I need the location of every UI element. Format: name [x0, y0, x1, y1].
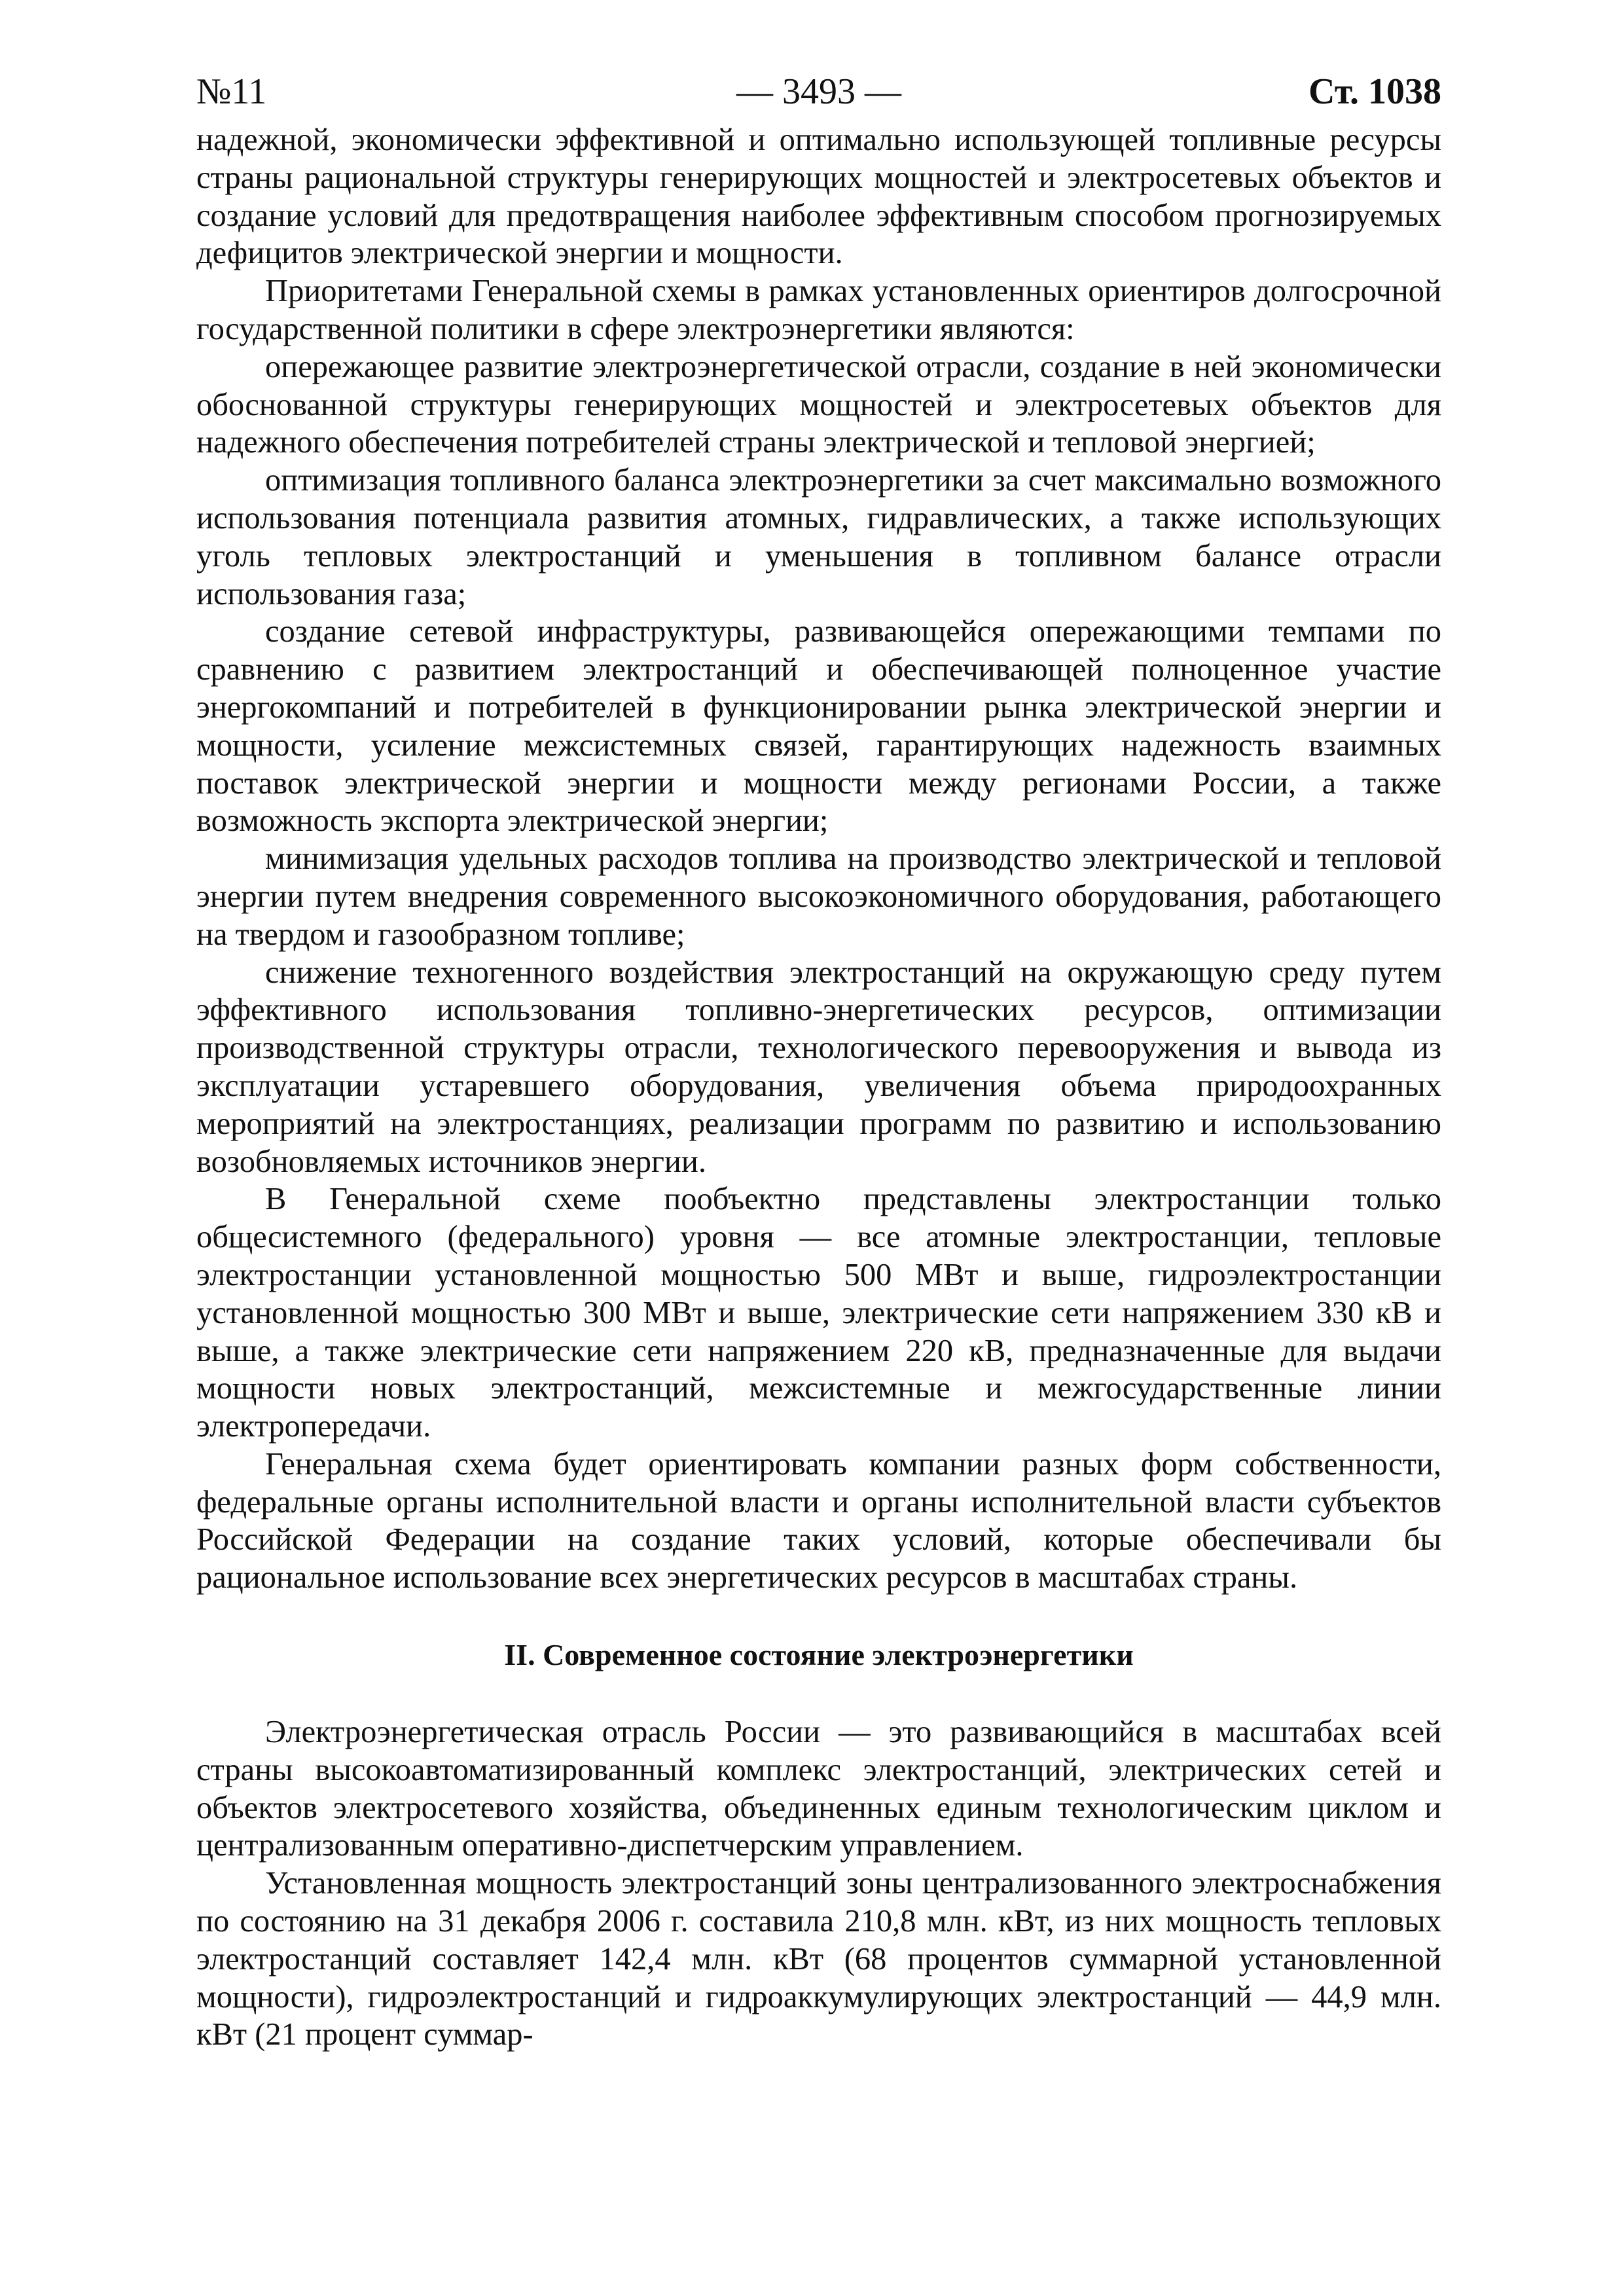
paragraph: Электроэнергетическая отрасль России — это развивающийся в масштабах всей страны высокоавтоматизированный комплекс электростанций, электрических сетей и объектов электросетевого хозяйства, объединенных единым технологическим циклом и централизованным оперативно-диспетчерским управлением. [196, 1715, 1441, 1863]
paragraph: Приоритетами Генеральной схемы в рамках установленных ориентиров долгосрочной государственной политики в сфере электроэнергетики являются: [196, 274, 1441, 346]
article-number: Ст. 1038 [1308, 71, 1441, 112]
page-number: — 3493 — [736, 71, 901, 112]
document-body [196, 121, 1441, 2054]
paragraph-continuation: надежной, экономически эффективной и оптимально использующей топливные ресурсы страны рациональной структуры генерирующих мощностей и электросетевых объектов и создание условий для предотвращения наиболее эффективным способом прогнозируемых дефицитов электрической энергии и мощности. [196, 122, 1441, 271]
document-page [196, 62, 1441, 2054]
list-item: оптимизация топливного баланса электроэнергетики за счет максимально возможного использования потенциала развития атомных, гидравлических, а также использующих уголь тепловых электростанций и уменьшения в топливном балансе отрасли использования газа; [196, 463, 1441, 611]
list-item: снижение техногенного воздействия электростанций на окружающую среду путем эффективного использования топливно-энергетических ресурсов, оптимизации производственной структуры отрасли, технологического перевооружения и вывода из эксплуатации устаревшего оборудования, увеличения объема природоохранных мероприятий на электростанциях, реализации программ по развитию и использованию возобновляемых источников энергии. [196, 955, 1441, 1179]
list-item: минимизация удельных расходов топлива на производство электрической и тепловой энергии путем внедрения современного высокоэкономичного оборудования, работающего на твердом и газообразном топливе; [196, 841, 1441, 952]
paragraph: Установленная мощность электростанций зоны централизованного электроснабжения по состоянию на 31 декабря 2006 г. составила 210,8 млн. кВт, из них мощность тепловых электростанций составляет 142,4 млн. кВт (68 процентов суммарной установленной мощности), гидроэлектростанций и гидроаккумулирующих электростанций — 44,9 млн. кВт (21 процент суммар- [196, 1866, 1441, 2052]
paragraph: Генеральная схема будет ориентировать компании разных форм собственности, федеральные органы исполнительной власти и органы исполнительной власти субъектов Российской Федерации на создание таких условий, которые обеспечивали бы рациональное использование всех энергетических ресурсов в масштабах страны. [196, 1446, 1441, 1595]
paragraph: В Генеральной схеме пообъектно представлены электростанции только общесистемного (федерального) уровня — все атомные электростанции, тепловые электростанции установленной мощностью 500 МВт и выше, гидроэлектростанции установленной мощностью 300 МВт и выше, электрические сети напряжением 330 кВ и выше, а также электрические сети напряжением 220 кВ, предназначенные для выдачи мощности новых электростанций, межсистемные и межгосударственные линии электропередачи. [196, 1182, 1441, 1444]
issue-number: №11 [196, 71, 267, 112]
list-item: опережающее развитие электроэнергетической отрасли, создание в ней экономически обоснованной структуры генерирующих мощностей и электросетевых объектов для надежного обеспечения потребителей страны электрической и тепловой энергией; [196, 349, 1441, 460]
list-item: создание сетевой инфраструктуры, развивающейся опережающими темпами по сравнению с развитием электростанций и обеспечивающей полноценное участие энергокомпаний и потребителей в функционировании рынка электрической энергии и мощности, усиление межсистемных связей, гарантирующих надежность взаимных поставок электрической энергии и мощности между регионами России, а также возможность экспорта электрической энергии; [196, 614, 1441, 839]
section-heading: II. Современное состояние электроэнергетики [504, 1638, 1134, 1672]
page-header [196, 62, 1441, 121]
